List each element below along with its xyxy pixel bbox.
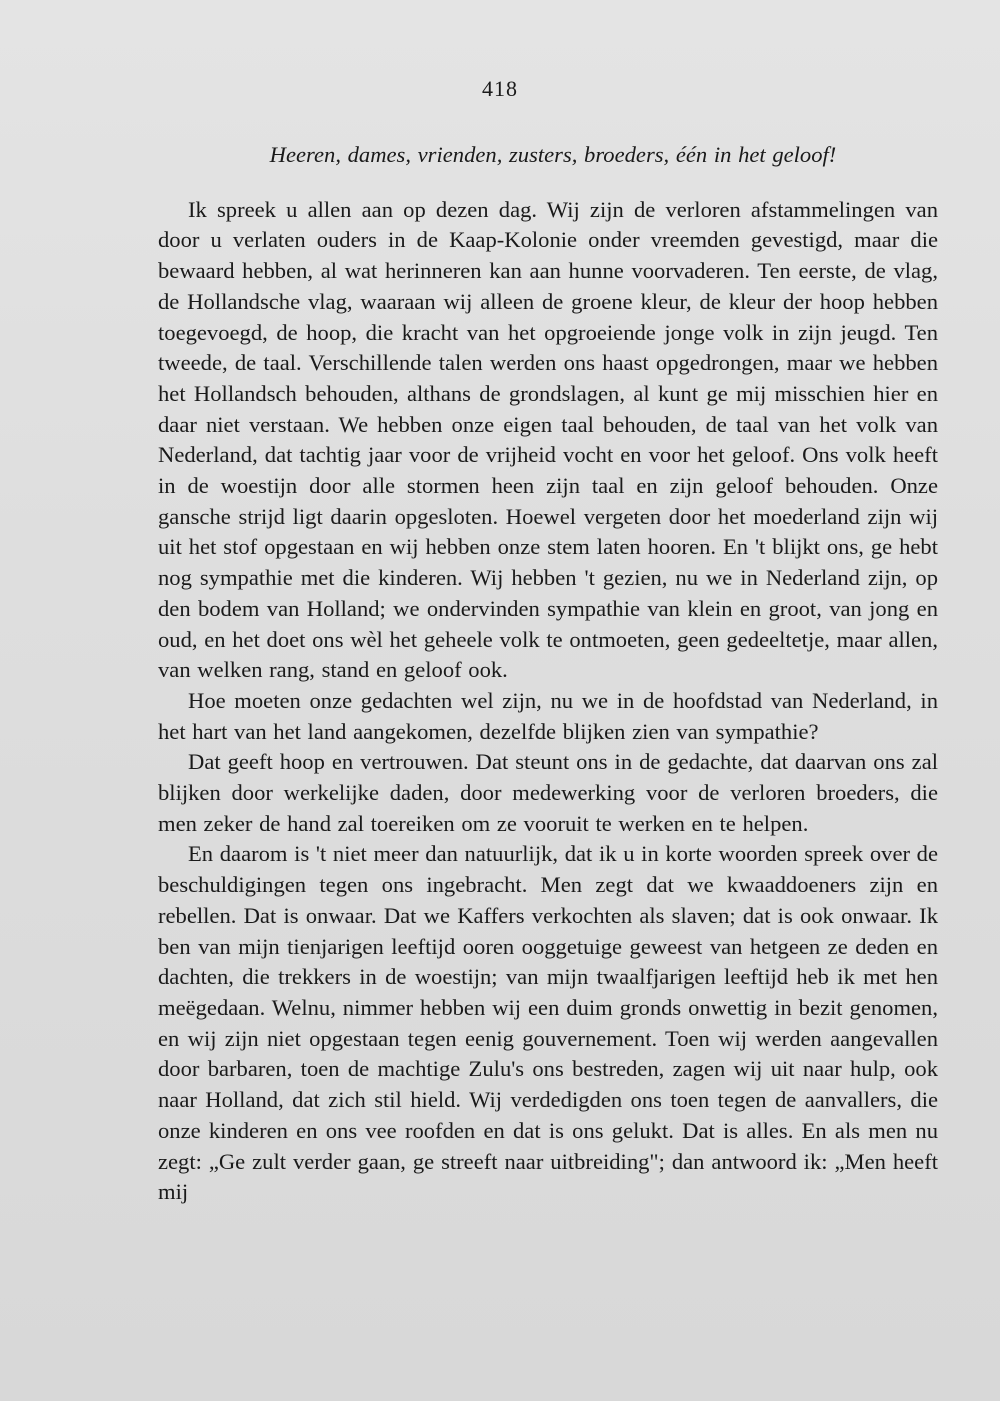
salutation-line: Heeren, dames, vrienden, zusters, broeders, één in het geloof! — [269, 142, 837, 167]
body-text — [158, 140, 938, 1208]
page-number: 418 — [482, 76, 518, 101]
paragraph-3: Dat geeft hoop en vertrouwen. Dat steunt ons in de gedachte, dat daarvan ons zal blijken door werkelijke daden, door medewerking voor de verloren broeders, die men zeker de hand zal toereiken om ze vooruit te werken en te helpen. — [158, 749, 938, 836]
paragraph-4: En daarom is 't niet meer dan natuurlijk, dat ik u in korte woorden spreek over de beschuldigingen tegen ons ingebracht. Men zegt dat we kwaaddoeners zijn en rebellen. Dat is onwaar. Dat we Kaffers verkochten als slaven; dat is ook onwaar. Ik ben van mijn tienjarigen leeftijd ooren ooggetuige geweest van hetgeen ze deden en dachten, die trekkers in de woestijn; van mijn twaalfjarigen leeftijd heb ik met hen meëgedaan. Welnu, nimmer hebben wij een duim gronds onwettig in bezit genomen, en wij zijn niet opgestaan tegen eenig gouvernement. Toen wij werden aangevallen door barbaren, toen de machtige Zulu's ons bestreden, zagen wij uit naar hulp, ook naar Holland, dat zich stil hield. Wij verdedigden ons toen tegen de aanvallers, die onze kinderen en ons vee roofden en dat is ons gelukt. Dat is alles. En als men nu zegt: „Ge zult verder gaan, ge streeft naar uitbreiding"; dan antwoord ik: „Men heeft mij — [158, 841, 938, 1205]
paragraph-2: Hoe moeten onze gedachten wel zijn, nu we in de hoofdstad van Nederland, in het hart van het land aangekomen, dezelfde blijken zien van sympathie? — [158, 687, 938, 744]
paragraph-1: Ik spreek u allen aan op dezen dag. Wij zijn de verloren afstammelingen van door u verlaten ouders in de Kaap-Kolonie onder vreemden gevestigd, maar die bewaard hebben, al wat herinneren kan aan hunne voorvaderen. Ten eerste, de vlag, de Hollandsche vlag, waaraan wij alleen de groene kleur, de kleur der hoop hebben toegevoegd, de hoop, die kracht van het opgroeiende jonge volk in zijn jeugd. Ten tweede, de taal. Verschillende talen werden ons haast opgedrongen, maar we hebben het Hollandsch behouden, althans de grondslagen, al kunt ge mij misschien hier en daar niet verstaan. We hebben onze eigen taal behouden, de taal van het volk van Nederland, dat tachtig jaar voor de vrijheid vocht en voor het geloof. Ons volk heeft in de woestijn door alle stormen heen zijn taal en zijn geloof behouden. Onze gansche strijd ligt daarin opgesloten. Hoewel vergeten door het moederland zijn wij uit het stof opgestaan en wij hebben onze stem laten hooren. En 't blijkt ons, ge hebt nog sympathie met die kinderen. Wij hebben 't gezien, nu we in Nederland zijn, op den bodem van Holland; we ondervinden sympathie van klein en groot, van jong en oud, en het doet ons wèl het geheele volk te ontmoeten, geen gedeeltetje, maar allen, van welken rang, stand en geloof ook. — [158, 196, 938, 683]
